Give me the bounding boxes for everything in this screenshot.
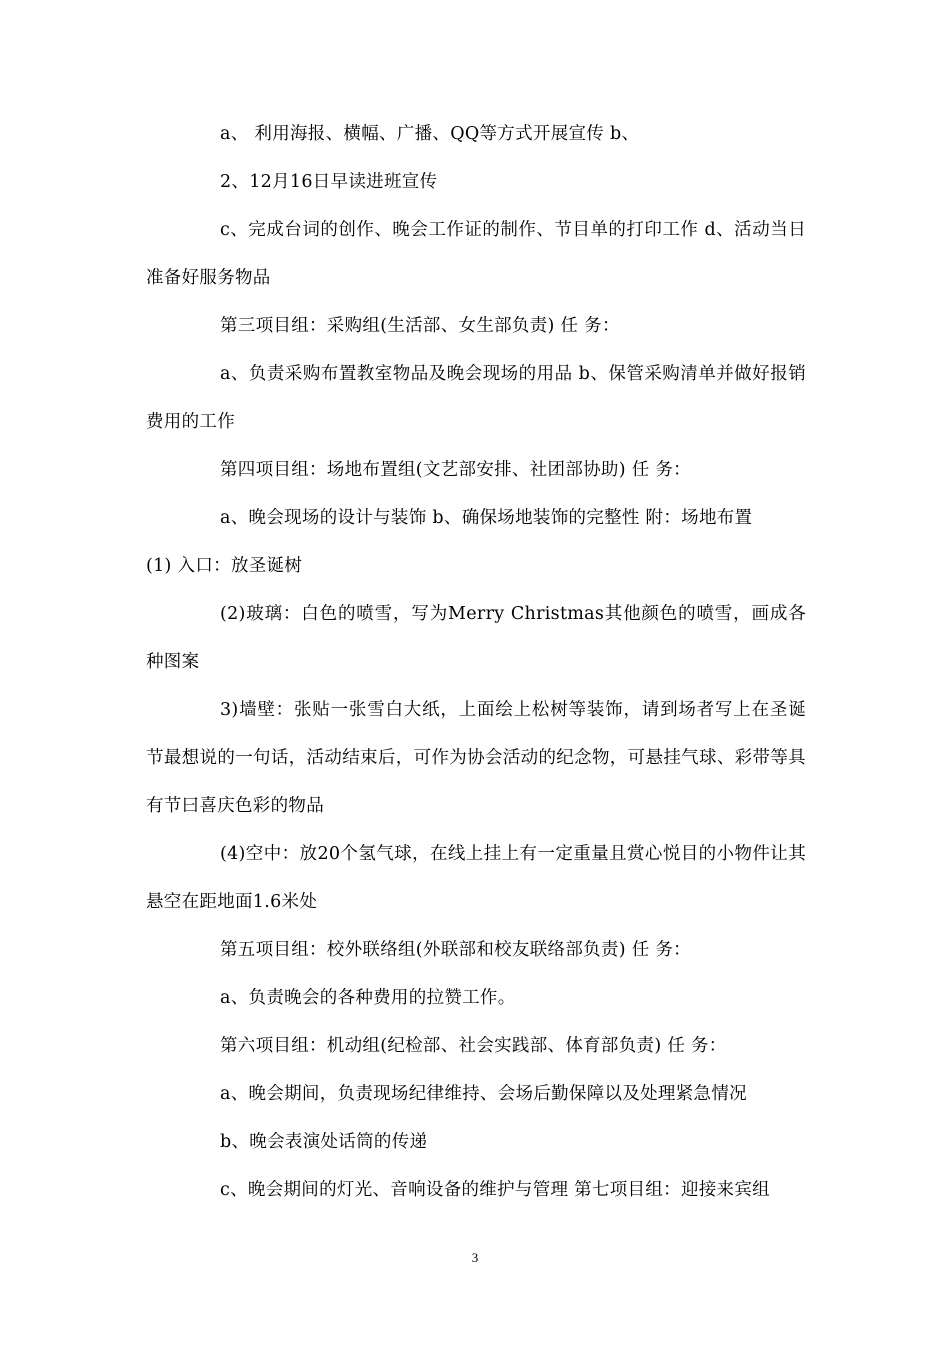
paragraph-1: a、 利用海报、横幅、广播、QQ等方式开展宣传 b、 [220, 124, 640, 144]
paragraph-13: a、负责晚会的各种费用的拉赞工作。 [220, 988, 516, 1008]
paragraph-9: (2)玻璃：白色的喷雪，写为Merry Christmas其他颜色的喷雪，画成各种图案 [146, 604, 806, 672]
paragraph-6: 第四项目组：场地布置组(文艺部安排、社团部协助) 任 务： [220, 460, 691, 480]
page-number: 3 [471, 1250, 479, 1265]
paragraph-8: (1) 入口：放圣诞树 [146, 556, 303, 576]
paragraph-10: 3)墙壁：张贴一张雪白大纸，上面绘上松树等装饰，请到场者写上在圣诞节最想说的一句话，活动结束后，可作为协会活动的纪念物，可悬挂气球、彩带等具有节曰喜庆色彩的物品 [146, 700, 806, 816]
paragraph-4: 第三项目组：采购组(生活部、女生部负责) 任 务： [220, 316, 620, 336]
paragraph-16: b、晚会表演处话筒的传递 [220, 1132, 428, 1152]
paragraph-5: a、负责采购布置教室物品及晚会现场的用品 b、保管采购清单并做好报销费用的工作 [146, 364, 806, 432]
paragraph-15: a、晚会期间，负责现场纪律维持、会场后勤保障以及处理紧急情况 [220, 1084, 747, 1104]
paragraph-17: c、晚会期间的灯光、音响设备的维护与管理 第七项目组：迎接来宾组 [220, 1180, 770, 1200]
paragraph-7: a、晚会现场的设计与装饰 b、确保场地装饰的完整性 附：场地布置 [220, 508, 753, 528]
paragraph-3: c、完成台词的创作、晚会工作证的制作、节目单的打印工作 d、活动当日准备好服务物品 [146, 220, 806, 288]
paragraph-12: 第五项目组：校外联络组(外联部和校友联络部负责) 任 务： [220, 940, 691, 960]
paragraph-11: (4)空中：放20个氢气球，在线上挂上有一定重量且赏心悦目的小物件让其悬空在距地面1.6米处 [146, 844, 806, 912]
document-body [146, 110, 806, 1214]
paragraph-14: 第六项目组：机动组(纪检部、社会实践部、体育部负责) 任 务： [220, 1036, 727, 1056]
paragraph-2: 2、12月16日早读进班宣传 [220, 172, 438, 192]
